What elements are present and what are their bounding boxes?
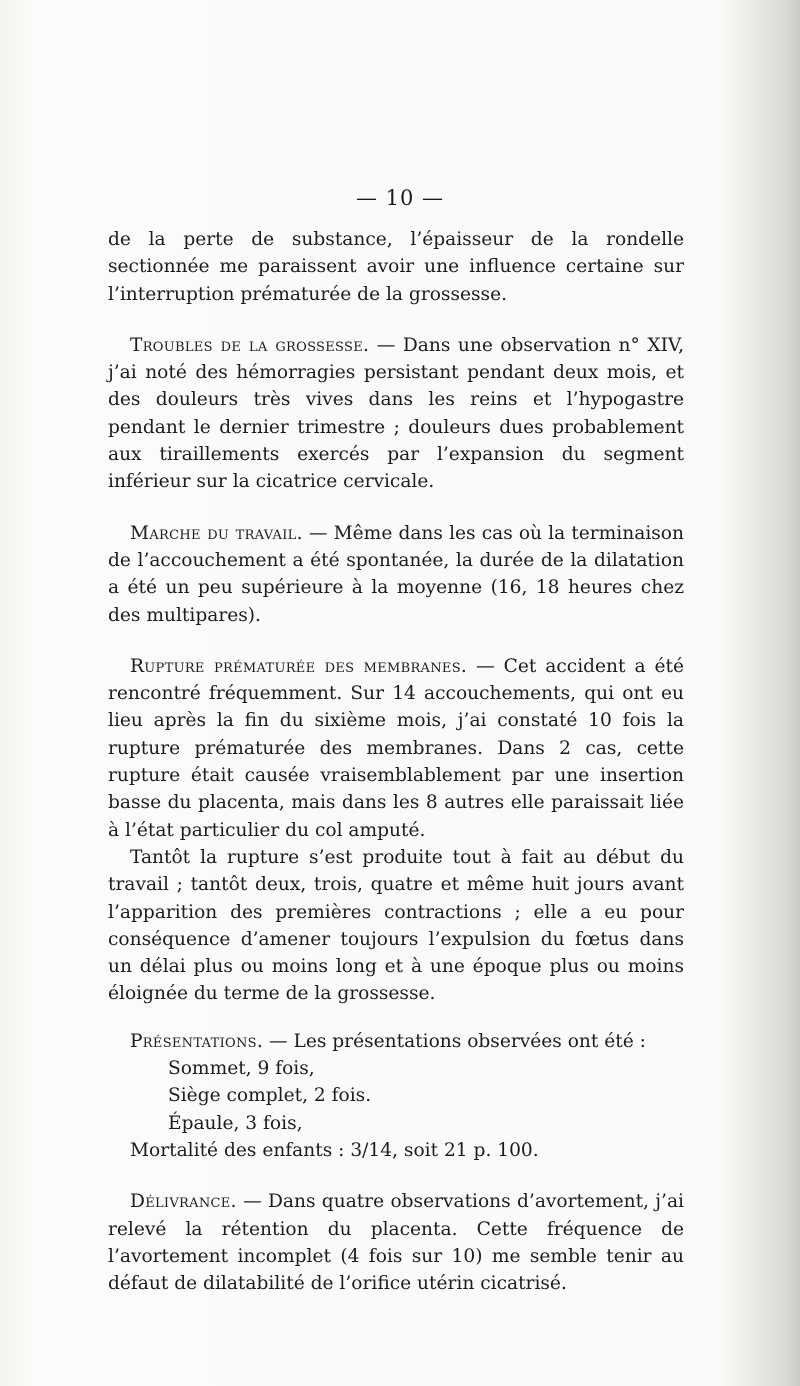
presentations-list — [108, 1055, 684, 1137]
paragraph-intro: de la perte de substance, l’épaisseur de la rondelle sectionnée me paraissent avoir une influence certaine sur l’interruption prématurée de la grossesse. — [108, 229, 684, 305]
heading-troubles: Troubles de la grossesse. — [130, 334, 370, 356]
troubles-body: — Dans une observation n° XIV, j’ai noté des hémorragies persistant pendant deux mois, et des douleurs très vives dans les reins et l’hypogastre pendant le dernier trimestre ; douleurs dues probablement aux tiraillements exercés par l’expansion du segment inférieur sur la cicatrice cervicale. — [108, 334, 684, 493]
paragraph-delivrance — [108, 1188, 684, 1297]
heading-rupture: Rupture prématurée des membranes. — [130, 655, 468, 677]
paragraph-presentations — [108, 1028, 684, 1055]
delivrance-body: — Dans quatre observations d’avortement, j’ai relevé la rétention du placenta. Cette fréquence de l’avortement incomplet (4 fois sur 10) me semble tenir au défaut de dilatabilité de l’orifice utérin cicatrisé. — [108, 1191, 684, 1295]
list-item: Siège complet, 2 fois. — [168, 1085, 372, 1107]
marche-body: — Même dans les cas où la terminaison de l’accouchement a été spontanée, la durée de la dilatation a été un peu supérieure à la moyenne (16, 18 heures chez des multipares). — [108, 522, 684, 626]
presentations-body: — Les présentations observées ont été : — [263, 1030, 646, 1052]
paragraph-marche — [108, 520, 684, 629]
heading-delivrance: Délivrance. — [130, 1191, 237, 1213]
heading-presentations: Présentations. — [130, 1030, 264, 1052]
body-text — [108, 226, 684, 1297]
paragraph-rupture — [108, 653, 684, 844]
mortalite-line: Mortalité des enfants : 3/14, soit 21 p. 100. — [130, 1139, 539, 1161]
page-number: — 10 — — [355, 186, 445, 210]
heading-marche: Marche du travail. — [130, 522, 303, 544]
list-item: Épaule, 3 fois, — [168, 1112, 303, 1134]
paragraph-troubles — [108, 332, 684, 496]
list-item: Sommet, 9 fois, — [168, 1058, 315, 1080]
rupture-body: — Cet accident a été rencontré fréquemment. Sur 14 accouchements, qui ont eu lieu après la fin du sixième mois, j’ai constaté 10 fois la rupture prématurée des membranes. Dans 2 cas, cette rupture était causée vraisemblablement par une insertion basse du placenta, mais dans les 8 autres elle paraissait liée à l’état particulier du col amputé. — [108, 655, 684, 841]
paragraph-tantot: Tantôt la rupture s’est produite tout à fait au début du travail ; tantôt deux, trois, quatre et même huit jours avant l’apparition des premières contractions ; elle a eu pour conséquence d’amener toujours l’expulsion du fœtus dans un délai plus ou moins long et à une époque plus ou moins éloignée du terme de la grossesse. — [108, 846, 684, 1005]
